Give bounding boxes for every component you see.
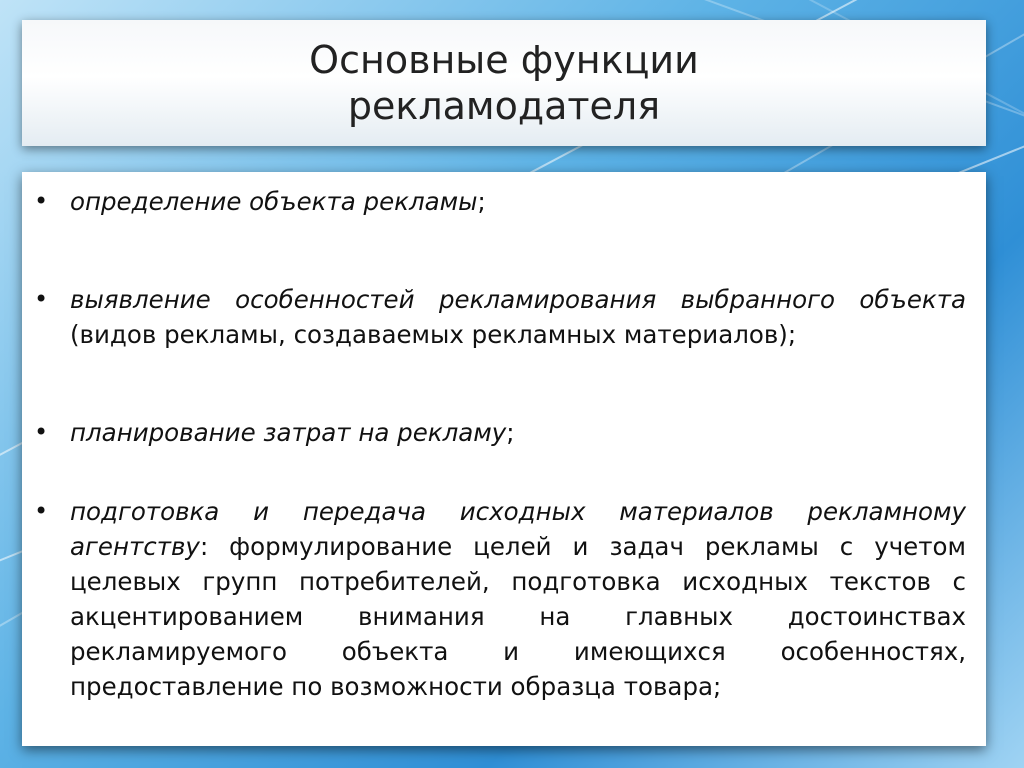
bullet-icon: • <box>34 418 49 446</box>
item-text: ; <box>477 187 486 216</box>
slide-title-box <box>22 20 986 146</box>
bullet-icon: • <box>34 187 49 215</box>
item-text: (видов рекламы, создаваемых рекламных материалов); <box>70 320 797 349</box>
item-italic-text: подготовка и передача исходных материалов рекламному агентству <box>70 497 966 561</box>
list-item <box>30 415 966 450</box>
slide-title-line-1: Основные функции <box>309 38 699 82</box>
slide-title-line-2: рекламодателя <box>347 84 661 128</box>
list-item <box>30 184 966 219</box>
list-item <box>30 494 966 704</box>
content-box <box>22 172 986 746</box>
bullet-icon: • <box>34 497 49 525</box>
list-item <box>30 282 966 352</box>
item-text: : формулирование целей и задач рекламы с учетом целевых групп потребителей, подготовка исходных текстов с акцентированием внимания на главных достоинствах рекламируемого объекта и имеющихся особенностях, предоставление по возможности образца товара; <box>70 532 966 701</box>
item-text: ; <box>506 418 515 447</box>
bullet-icon: • <box>34 285 49 313</box>
item-italic-text: выявление особенностей рекламирования выбранного объекта <box>70 285 966 314</box>
item-italic-text: определение объекта рекламы <box>70 187 478 216</box>
item-italic-text: планирование затрат на рекламу <box>70 418 507 447</box>
